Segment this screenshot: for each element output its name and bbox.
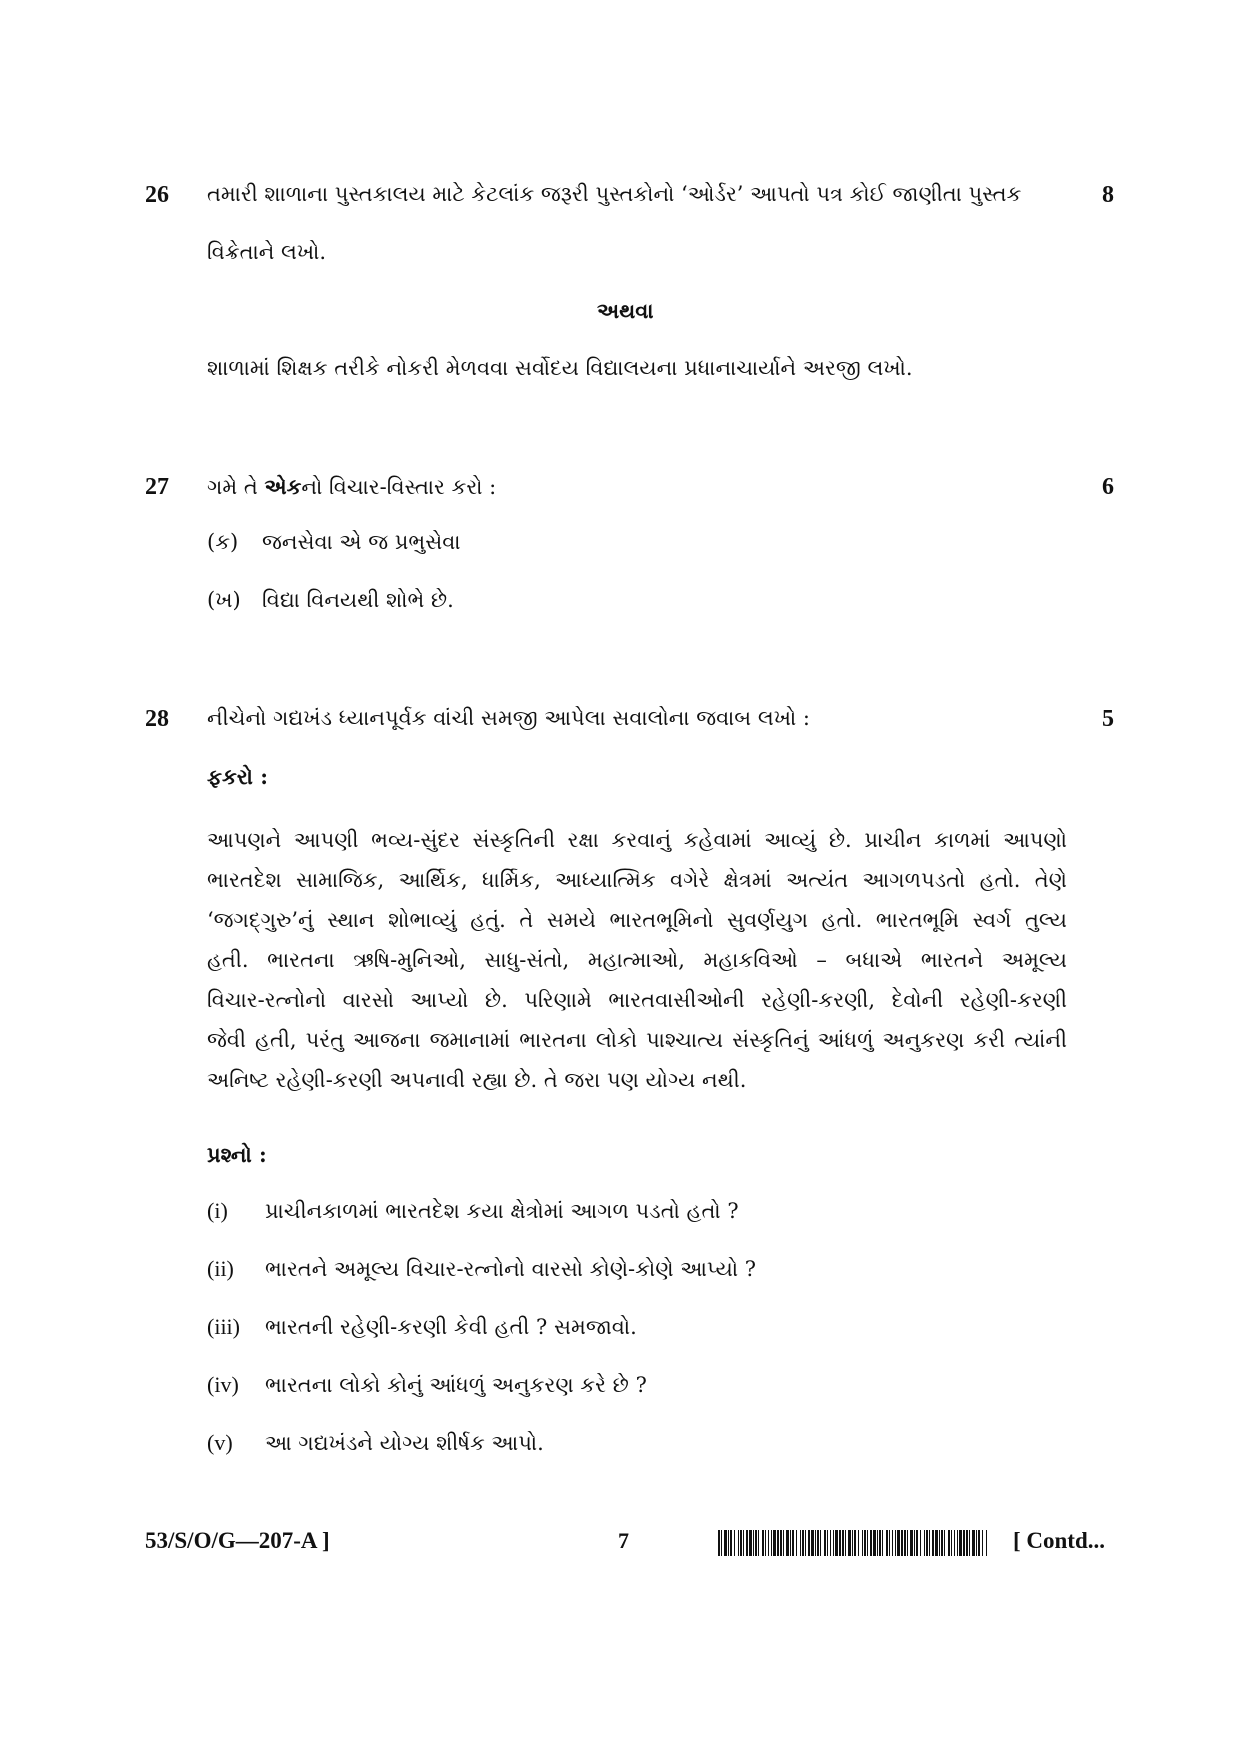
barcode-bar <box>762 1530 764 1556</box>
questions-heading: પ્રશ્નો : <box>207 1142 267 1167</box>
sub-question-text: ભારતની રહેણી-કરણી કેવી હતી ? સમજાવો. <box>265 1315 637 1339</box>
barcode-bar <box>867 1530 868 1556</box>
sub-question <box>207 1372 647 1398</box>
barcode-bar <box>879 1530 881 1556</box>
barcode-bar <box>786 1530 789 1556</box>
barcode-bar <box>924 1530 925 1556</box>
sub-question-text: પ્રાચીનકાળમાં ભારતદેશ કયા ક્ષેત્રોમાં આગળ પડતો હતો ? <box>265 1199 739 1223</box>
passage-line: હતી. ભારતના ઋષિ-મુનિઓ, સાધુ-સંતો, મહાત્માઓ, મહાકવિઓ – બધાએ ભારતને અમૂલ્ય <box>207 948 1067 972</box>
barcode-bar <box>783 1530 784 1556</box>
option-kha <box>207 588 454 613</box>
barcode-bar <box>728 1530 729 1556</box>
option-ka <box>207 530 460 555</box>
question-27-marks: 6 <box>1102 474 1114 500</box>
passage-line: વિચાર-રત્નોનો વારસો આપ્યો છે. પરિણામે ભારતવાસીઓની રહેણી-કરણી, દેવોની રહેણી-કરણી <box>207 988 1067 1012</box>
sub-question-number: (iv) <box>207 1372 239 1397</box>
barcode-bar <box>730 1530 732 1556</box>
barcode-bar <box>951 1530 952 1556</box>
prompt-emphasis: એક <box>264 474 302 499</box>
barcode-bar <box>808 1530 810 1556</box>
sub-question-text: ભારતને અમૂલ્ય વિચાર-રત્નોનો વારસો કોણે-કોણે આપ્યો ? <box>265 1257 757 1281</box>
barcode-bar <box>966 1530 968 1556</box>
passage-line: જેવી હતી, પરંતુ આજના જમાનામાં ભારતના લોકો પાશ્ચાત્ય સંસ્કૃતિનું આંધળું અનુકરણ કરી ત્યાંની <box>207 1028 1067 1052</box>
barcode-bar <box>839 1530 841 1556</box>
barcode-bar <box>978 1530 980 1556</box>
barcode-bar <box>854 1530 856 1556</box>
barcode-bar <box>929 1530 930 1556</box>
passage-line: અનિષ્ટ રહેણી-કરણી અપનાવી રહ્યા છે. તે જરા પણ યોગ્ય નથી. <box>207 1068 747 1092</box>
barcode-bar <box>743 1530 744 1556</box>
barcode-bar <box>873 1530 876 1556</box>
barcode-bar <box>830 1530 831 1556</box>
barcode-bar <box>982 1530 983 1556</box>
barcode-bar <box>792 1530 794 1556</box>
barcode-bar <box>935 1530 938 1556</box>
barcode-bar <box>755 1530 757 1556</box>
sub-question <box>207 1256 756 1282</box>
barcode-bar <box>901 1530 903 1556</box>
barcode-bar <box>811 1530 814 1556</box>
barcode-bar <box>780 1530 782 1556</box>
barcode-bar <box>815 1530 816 1556</box>
barcode-bar <box>870 1530 872 1556</box>
barcode-bar <box>892 1530 893 1556</box>
barcode-bar <box>820 1530 821 1556</box>
barcode-bar <box>724 1530 727 1556</box>
sub-question-number: (ii) <box>207 1256 234 1281</box>
barcode-bar <box>862 1530 863 1556</box>
barcode-bar <box>758 1530 759 1556</box>
barcode-image <box>718 1530 990 1556</box>
barcode-bar <box>904 1530 906 1556</box>
barcode-bar <box>824 1530 826 1556</box>
barcode-bar <box>941 1530 943 1556</box>
barcode-bar <box>738 1530 739 1556</box>
barcode-bar <box>773 1530 776 1556</box>
paper-code: 53/S/O/G—207-A ] <box>145 1528 330 1553</box>
barcode-bar <box>858 1530 859 1556</box>
barcode-bar <box>796 1530 797 1556</box>
prompt-text: નો વિચાર-વિસ્તાર કરો : <box>301 475 497 499</box>
prompt-text: ગમે તે <box>207 475 265 499</box>
barcode-bar <box>848 1530 851 1556</box>
passage-line: ‘જગદ્‌ગુરુ’નું સ્થાન શોભાવ્યું હતું. તે સમયે ભારતભૂમિનો સુવર્ણયુગ હતો. ભારતભૂમિ સ્વર્ગ તુલ્ય <box>207 908 1067 932</box>
option-text: વિદ્યા વિનયથી શોભે છે. <box>262 588 454 612</box>
sub-question <box>207 1430 544 1456</box>
barcode-bar <box>959 1530 962 1556</box>
barcode-bar <box>889 1530 890 1556</box>
barcode-bar <box>802 1530 804 1556</box>
barcode-bar <box>864 1530 866 1556</box>
question-26-line-1: તમારી શાળાના પુસ્તકાલય માટે કેટલાંક જરૂરી પુસ્તકોનો ‘ઓર્ડર’ આપતો પત્ર કોઈ જાણીતા પુસ્તક <box>207 182 1022 206</box>
barcode-bar <box>835 1530 838 1556</box>
barcode-bar <box>827 1530 828 1556</box>
sub-question <box>207 1198 739 1224</box>
barcode-bar <box>882 1530 883 1556</box>
question-number-27: 27 <box>145 474 169 500</box>
sub-question-number: (v) <box>207 1430 233 1455</box>
passage-line: આપણને આપણી ભવ્ય-સુંદર સંસ્કૃતિની રક્ષા કરવાનું કહેવામાં આવ્યું છે. પ્રાચીન કાળમાં આપણો <box>207 828 1067 852</box>
barcode-bar <box>939 1530 940 1556</box>
barcode-bar <box>914 1530 915 1556</box>
option-text: જનસેવા એ જ પ્રભુસેવા <box>262 530 461 554</box>
passage <box>207 820 1067 1100</box>
question-27-prompt <box>207 474 496 500</box>
barcode-bar <box>845 1530 846 1556</box>
sub-question-text: આ ગદ્યખંડને યોગ્ય શીર્ષક આપો. <box>265 1431 544 1455</box>
sub-question-number: (i) <box>207 1198 228 1223</box>
question-28-prompt: નીચેનો ગદ્યખંડ ધ્યાનપૂર્વક વાંચી સમજી આપેલા સવાલોના જવાબ લખો : <box>207 706 810 730</box>
barcode-bar <box>877 1530 878 1556</box>
sub-question-text: ભારતના લોકો કોનું આંધળું અનુકરણ કરે છે ? <box>265 1373 647 1397</box>
barcode-bar <box>932 1530 934 1556</box>
barcode-bar <box>800 1530 801 1556</box>
question-28-marks: 5 <box>1102 706 1114 732</box>
barcode-bar <box>957 1530 958 1556</box>
barcode-bar <box>910 1530 913 1556</box>
continued-label: [ Contd... <box>1013 1528 1106 1553</box>
barcode-bar <box>771 1530 772 1556</box>
barcode-bar <box>753 1530 754 1556</box>
barcode-bar <box>886 1530 888 1556</box>
barcode-bar <box>740 1530 742 1556</box>
barcode-bar <box>842 1530 844 1556</box>
barcode-bar <box>833 1530 834 1556</box>
barcode-bar <box>718 1530 720 1556</box>
barcode-bar <box>768 1530 769 1556</box>
option-label: (ખ) <box>207 588 241 612</box>
barcode-bar <box>963 1530 965 1556</box>
barcode-bar <box>976 1530 977 1556</box>
barcode-bar <box>986 1530 987 1556</box>
barcode-bar <box>969 1530 970 1556</box>
barcode-bar <box>907 1530 908 1556</box>
barcode-bar <box>926 1530 928 1556</box>
question-number-26: 26 <box>145 182 169 208</box>
sub-question-number: (iii) <box>207 1314 240 1339</box>
barcode-bar <box>817 1530 819 1556</box>
passage-heading: ફકરો : <box>207 764 268 789</box>
passage-line: ભારતદેશ સામાજિક, આર્થિક, ધાર્મિક, આધ્યાત્મિક વગેરે ક્ષેત્રમાં અત્યંત આગળપડતો હતો. તેણે <box>207 868 1067 892</box>
barcode-bar <box>749 1530 752 1556</box>
question-number-28: 28 <box>145 706 169 732</box>
barcode-bar <box>916 1530 918 1556</box>
barcode-bar <box>948 1530 950 1556</box>
question-26-marks: 8 <box>1102 182 1114 208</box>
barcode-bar <box>734 1530 735 1556</box>
barcode-bar <box>777 1530 779 1556</box>
barcode-bar <box>805 1530 806 1556</box>
barcode-bar <box>954 1530 955 1556</box>
option-label: (ક) <box>207 530 239 554</box>
page-number: 7 <box>618 1528 629 1553</box>
barcode-bar <box>897 1530 900 1556</box>
barcode-bar <box>721 1530 722 1556</box>
barcode-bar <box>944 1530 945 1556</box>
barcode-bar <box>920 1530 921 1556</box>
barcode-bar <box>790 1530 791 1556</box>
barcode-bar <box>765 1530 766 1556</box>
or-label: અથવા <box>597 298 654 323</box>
question-26-alternative: શાળામાં શિક્ષક તરીકે નોકરી મેળવવા સર્વોદય વિદ્યાલયના પ્રધાનાચાર્યાને અરજી લખો. <box>207 356 913 380</box>
barcode-bar <box>746 1530 748 1556</box>
barcode-bar <box>895 1530 896 1556</box>
barcode-bar <box>972 1530 975 1556</box>
sub-question <box>207 1314 637 1340</box>
barcode-bar <box>852 1530 853 1556</box>
question-26-line-2: વિક્રેતાને લખો. <box>207 240 327 264</box>
